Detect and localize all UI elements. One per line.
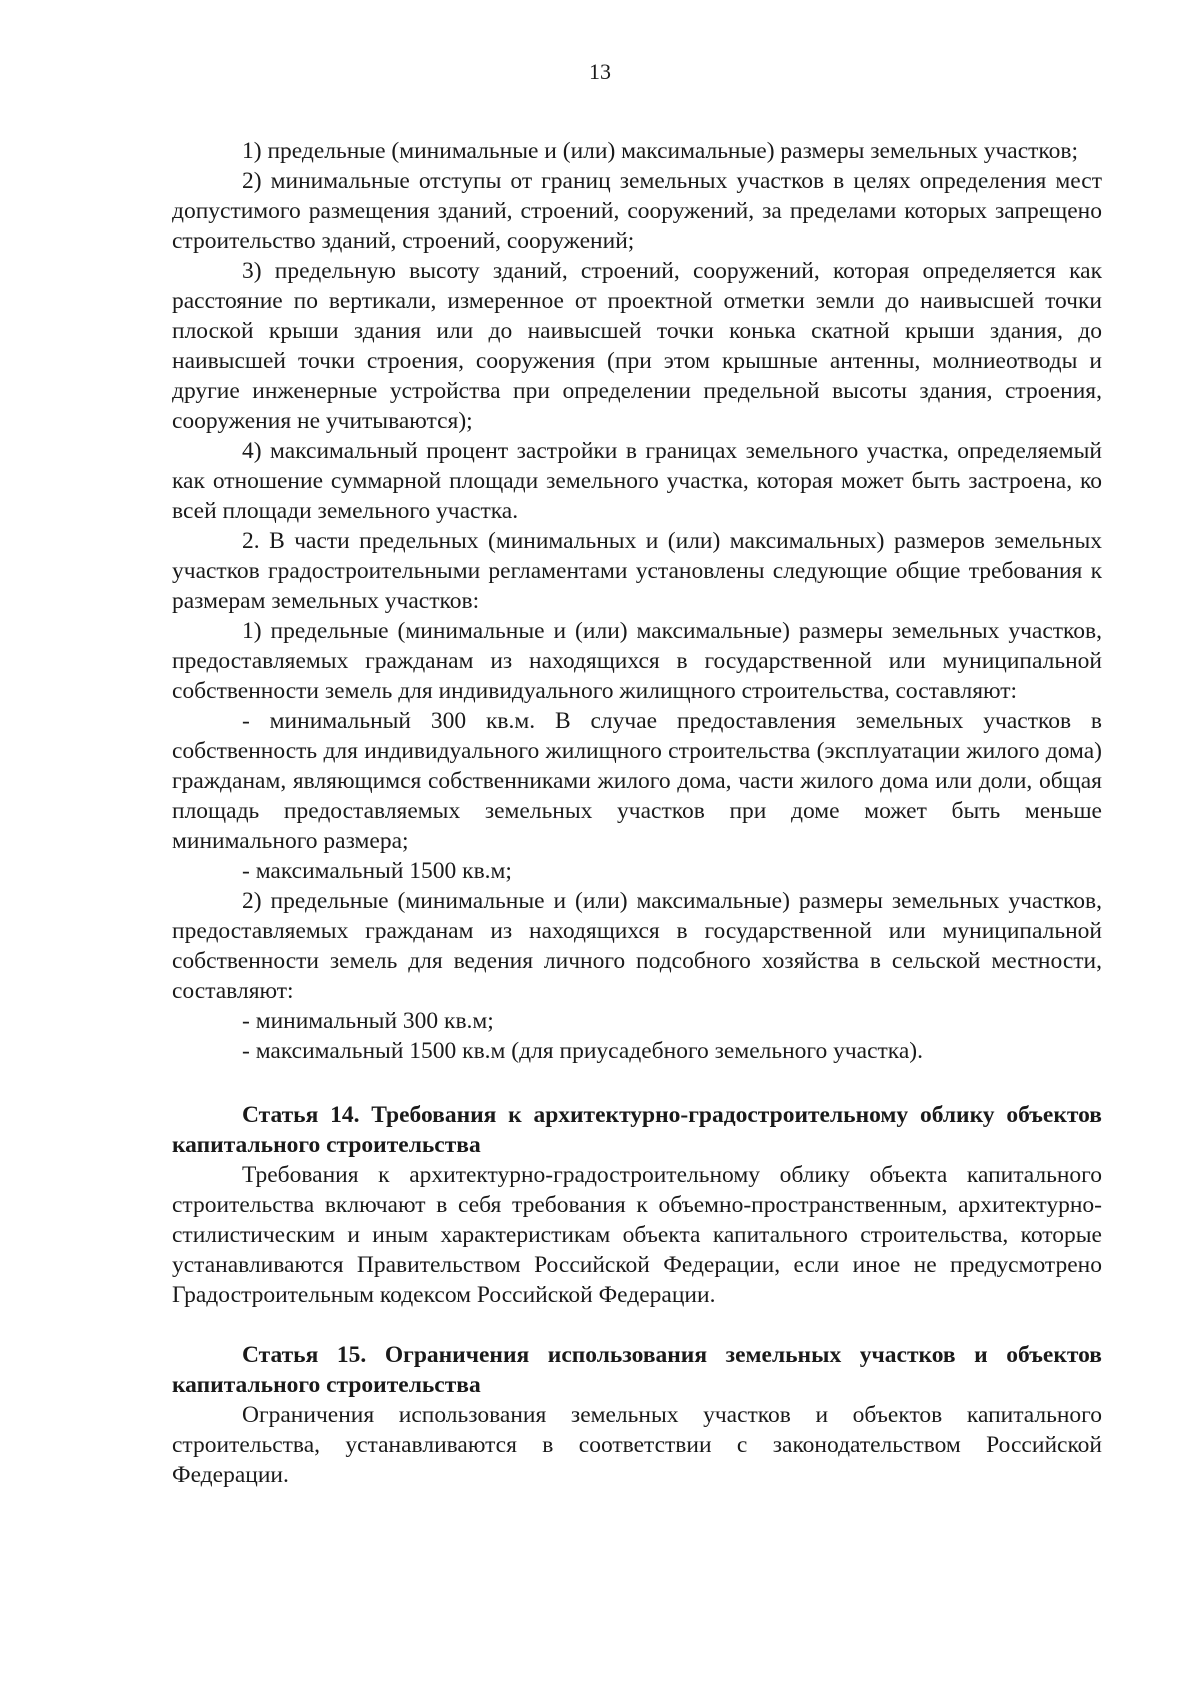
- paragraph-item-2: 2) минимальные отступы от границ земельных участков в целях определения мест допустимого размещения зданий, строений, сооружений, за пределами которых запрещено строительство зданий, строений, сооружений;: [172, 168, 1102, 254]
- section-spacer: [172, 1310, 1102, 1340]
- paragraph-item-1: 1) предельные (минимальные и (или) максимальные) размеры земельных участков;: [242, 138, 1079, 164]
- article-15-body: Ограничения использования земельных участков и объектов капитального строительства, устанавливаются в соответствии с законодательством Российской Федерации.: [172, 1402, 1102, 1488]
- paragraph-subitem-2: 2) предельные (минимальные и (или) максимальные) размеры земельных участков, предоставляемых гражданам из находящихся в государственной или муниципальной собственности земель для ведения личного подсобного хозяйства в сельской местности, составляют:: [172, 888, 1102, 1004]
- paragraph-min-300-ijs: - минимальный 300 кв.м. В случае предоставления земельных участков в собственность для индивидуального жилищного строительства (эксплуатации жилого дома) гражданам, являющимся собственниками жилого дома, части жилого дома или доли, общая площадь предоставляемых земельных участков при доме может быть меньше минимального размера;: [172, 708, 1102, 854]
- section-spacer: [172, 1066, 1102, 1100]
- article-14-body: Требования к архитектурно-градостроительному облику объекта капитального строительства включают в себя требования к объемно-пространственным, архитектурно-стилистическим и иным характеристикам объекта капитального строительства, которые устанавливаются Правительством Российской Федерации, если иное не предусмотрено Градостроительным кодексом Российской Федерации.: [172, 1162, 1102, 1308]
- page-number: 13: [589, 59, 611, 84]
- paragraph-item-3: 3) предельную высоту зданий, строений, сооружений, которая определяется как расстояние по вертикали, измеренное от проектной отметки земли до наивысшей точки плоской крыши здания или до наивысшей точки конька скатной крыши здания, до наивысшей точки строения, сооружения (при этом крышные антенны, молниеотводы и другие инженерные устройства при определении предельной высоты здания, строения, сооружения не учитываются);: [172, 258, 1102, 434]
- paragraph-subitem-1: 1) предельные (минимальные и (или) максимальные) размеры земельных участков, предоставляемых гражданам из находящихся в государственной или муниципальной собственности земель для индивидуального жилищного строительства, составляют:: [172, 618, 1102, 704]
- article-15-heading: Статья 15. Ограничения использования земельных участков и объектов капитального строительства: [172, 1342, 1102, 1398]
- paragraph-max-1500-lph: - максимальный 1500 кв.м (для приусадебного земельного участка).: [242, 1038, 923, 1064]
- paragraph-item-4: 4) максимальный процент застройки в границах земельного участка, определяемый как отношение суммарной площади земельного участка, которая может быть застроена, ко всей площади земельного участка.: [172, 438, 1102, 524]
- paragraph-section-2: 2. В части предельных (минимальных и (или) максимальных) размеров земельных участков градостроительными регламентами установлены следующие общие требования к размерам земельных участков:: [172, 528, 1102, 614]
- paragraph-min-300-lph: - минимальный 300 кв.м;: [242, 1008, 494, 1034]
- paragraph-max-1500-ijs: - максимальный 1500 кв.м;: [242, 858, 512, 884]
- article-14-heading: Статья 14. Требования к архитектурно-градостроительному облику объектов капитального строительства: [172, 1102, 1102, 1158]
- page-content: [172, 136, 1102, 1490]
